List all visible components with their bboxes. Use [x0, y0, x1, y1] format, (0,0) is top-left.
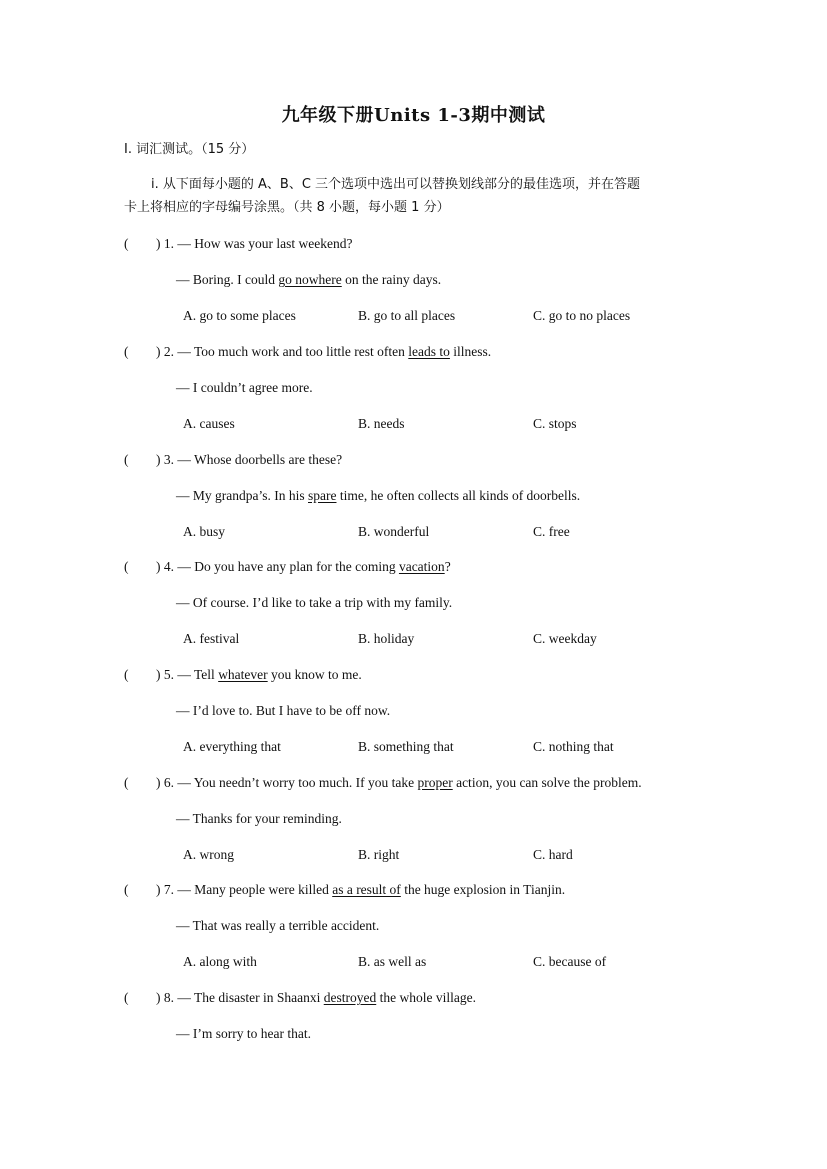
option-a: A. busy: [183, 524, 226, 539]
underlined-phrase: whatever: [218, 667, 268, 682]
question-6: [124, 774, 642, 792]
underlined-phrase: destroyed: [323, 990, 377, 1005]
option-b: B. needs: [358, 416, 405, 431]
underlined-phrase: go nowhere: [278, 272, 342, 287]
question-text: — Do you have any plan for the coming: [177, 559, 399, 574]
question-text: action, you can solve the problem.: [452, 775, 642, 790]
answer-blank[interactable]: (: [124, 236, 129, 251]
option-c: C. nothing that: [533, 739, 614, 754]
answer-blank[interactable]: (: [124, 775, 129, 790]
question-2: [124, 343, 491, 361]
option-c: C. go to no places: [533, 308, 631, 323]
question-text: — Many people were killed: [177, 882, 333, 897]
option-b: B. as well as: [358, 954, 427, 969]
option-c: C. hard: [533, 847, 573, 862]
instructions-line-2: 卡上将相应的字母编号涂黑。（共 8 小题，每小题 1 分）: [124, 200, 450, 215]
option-a: A. festival: [183, 631, 240, 646]
answer-blank[interactable]: (: [124, 667, 129, 682]
question-number: ) 8.: [156, 990, 174, 1005]
response-text: on the rainy days.: [341, 272, 442, 287]
question-text: — The disaster in Shaanxi: [177, 990, 324, 1005]
response-text: — I’m sorry to hear that.: [176, 1026, 311, 1041]
option-b: B. holiday: [358, 631, 415, 646]
answer-blank[interactable]: (: [124, 559, 129, 574]
response-8: [176, 1025, 311, 1043]
question-text: — Tell: [177, 667, 219, 682]
instructions-line-1: i. 从下面每小题的 A、B、C 三个选项中选出可以替换划线部分的最佳选项，并在答题: [151, 177, 641, 192]
response-2: [176, 379, 313, 397]
question-7: [124, 881, 565, 899]
response-5: [176, 702, 390, 720]
question-number: ) 4.: [156, 559, 174, 574]
response-1: [176, 271, 441, 289]
response-7: [176, 917, 379, 935]
response-6: [176, 810, 342, 828]
option-a: A. along with: [183, 954, 257, 969]
question-3: [124, 451, 342, 469]
question-text: ?: [444, 559, 451, 574]
response-text: — Of course. I’d like to take a trip with my family.: [176, 595, 453, 610]
question-number: ) 5.: [156, 667, 174, 682]
response-text: — That was really a terrible accident.: [176, 918, 380, 933]
option-b: B. go to all places: [358, 308, 456, 323]
option-a: A. wrong: [183, 847, 234, 862]
question-number: ) 7.: [156, 882, 174, 897]
answer-blank[interactable]: (: [124, 344, 129, 359]
option-a: A. go to some places: [183, 308, 296, 323]
question-4: [124, 558, 451, 576]
response-text: — I’d love to. But I have to be off now.: [176, 703, 391, 718]
answer-blank[interactable]: (: [124, 990, 129, 1005]
option-a: A. causes: [183, 416, 235, 431]
response-text: — My grandpa’s. In his: [176, 488, 308, 503]
question-1: [124, 235, 352, 253]
underlined-phrase: leads to: [408, 344, 450, 359]
question-number: ) 1.: [156, 236, 174, 251]
response-3: [176, 487, 580, 505]
question-text: illness.: [449, 344, 492, 359]
option-c: C. free: [533, 524, 570, 539]
response-text: — Boring. I could: [176, 272, 279, 287]
option-b: B. something that: [358, 739, 454, 754]
underlined-phrase: as a result of: [332, 882, 401, 897]
question-number: ) 2.: [156, 344, 174, 359]
question-text: — Whose doorbells are these?: [177, 452, 343, 467]
response-text: time, he often collects all kinds of doorbells.: [336, 488, 581, 503]
answer-blank[interactable]: (: [124, 452, 129, 467]
question-8: [124, 989, 476, 1007]
question-5: [124, 666, 362, 684]
response-text: — I couldn’t agree more.: [176, 380, 313, 395]
question-text: — You needn’t worry too much. If you take: [177, 775, 418, 790]
question-number: ) 3.: [156, 452, 174, 467]
question-text: the huge explosion in Tianjin.: [400, 882, 566, 897]
underlined-phrase: proper: [417, 775, 453, 790]
question-text: you know to me.: [267, 667, 362, 682]
underlined-phrase: vacation: [398, 559, 445, 574]
option-b: B. right: [358, 847, 400, 862]
option-b: B. wonderful: [358, 524, 430, 539]
section-heading: I. 词汇测试。（15 分）: [124, 142, 255, 157]
question-text: — Too much work and too little rest often: [177, 344, 409, 359]
answer-blank[interactable]: (: [124, 882, 129, 897]
option-c: C. weekday: [533, 631, 597, 646]
option-c: C. because of: [533, 954, 607, 969]
underlined-phrase: spare: [308, 488, 337, 503]
response-text: — Thanks for your reminding.: [176, 811, 342, 826]
response-4: [176, 594, 452, 612]
question-text: the whole village.: [376, 990, 476, 1005]
option-c: C. stops: [533, 416, 577, 431]
option-a: A. everything that: [183, 739, 281, 754]
page-title: 九年级下册Units 1-3期中测试: [281, 105, 546, 126]
question-number: ) 6.: [156, 775, 174, 790]
question-text: — How was your last weekend?: [177, 236, 353, 251]
